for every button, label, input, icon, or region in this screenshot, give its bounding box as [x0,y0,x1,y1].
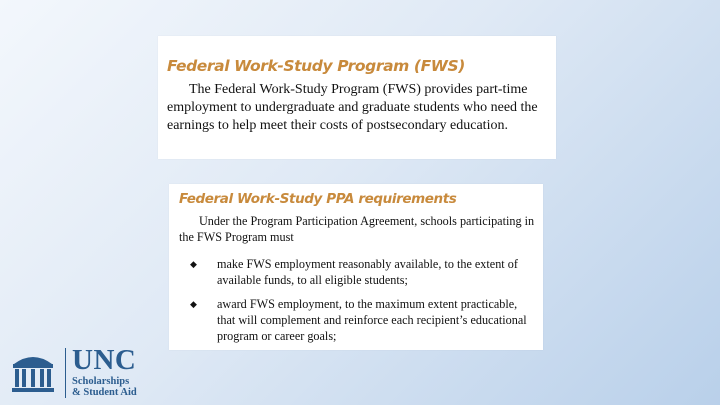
logo-subtitle-line1: Scholarships [72,376,130,387]
logo-subtitle [72,376,137,398]
requirements-list [179,256,535,344]
list-item-text: make FWS employment reasonably available, to the extent of available funds, to all eligible students; [217,257,518,287]
list-item [179,256,535,288]
fws-paragraph-text: The Federal Work-Study Program (FWS) provides part-time employment to undergraduate and graduate students who need the earnings to help meet their costs of postsecondary education. [167,82,538,133]
ppa-intro-text: Under the Program Participation Agreement, schools participating in the FWS Program must [179,214,535,244]
list-item [179,296,535,344]
fws-paragraph [167,81,548,135]
bullet-diamond-icon: ◆ [190,259,197,269]
list-item-text: award FWS employment, to the maximum extent practicable, that will complement and reinforce each recipient’s educational program or career goals; [217,297,527,343]
logo-name: UNC [72,344,137,376]
logo-subtitle-line2: & Student Aid [72,387,137,398]
ppa-requirements-card [169,184,543,350]
ppa-intro [179,213,535,245]
fws-heading: Federal Work-Study Program (FWS) [167,57,465,75]
fws-definition-card [158,36,556,159]
old-well-icon [10,348,56,394]
unc-logo [10,346,150,398]
ppa-heading: Federal Work-Study PPA requirements [179,191,457,207]
logo-divider [65,348,66,398]
bullet-diamond-icon: ◆ [190,299,197,309]
